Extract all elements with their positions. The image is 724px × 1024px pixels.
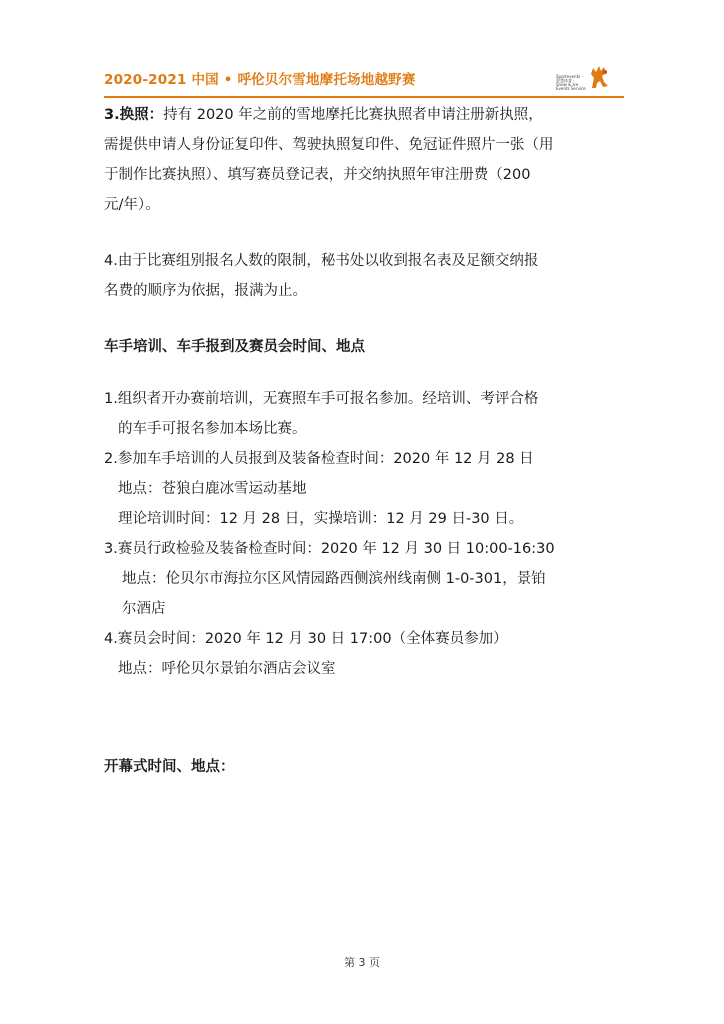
page-number: 第 3 页 — [344, 956, 380, 969]
page-content — [104, 100, 634, 782]
header-title: 2020-2021 中国 • 呼伦贝尔雪地摩托场地越野赛 — [104, 72, 416, 88]
training-item-2-line-2: 地点：苍狼白鹿冰雪运动基地 — [118, 481, 307, 497]
license-item-3-line-1: 3.换照：持有 2020 年之前的雪地摩托比赛执照者申请注册新执照， — [104, 107, 543, 123]
training-item-3-line-3: 尔酒店 — [122, 601, 166, 617]
license-item-3-label: 3.换照： — [104, 107, 164, 123]
training-item-3-line-2: 地点：伦贝尔市海拉尔区风情园路西侧滨州线南侧 1-0-301，景铂 — [122, 571, 546, 587]
license-item-3-line-2: 需提供申请人身份证复印件、驾驶执照复印件、免冠证件照片一张（用 — [104, 137, 554, 153]
training-item-1-line-1: 1.组织者开办赛前培训，无赛照车手可报名参加。经培训、考评合格 — [104, 391, 539, 407]
training-item-4-line-2: 地点：呼伦贝尔景铂尔酒店会议室 — [118, 661, 336, 677]
training-item-2-line-3: 理论培训时间：12 月 28 日，实操培训：12 月 29 日-30 日。 — [118, 511, 524, 527]
opening-section-heading: 开幕式时间、地点： — [104, 759, 235, 775]
license-item-3-line-4: 元/年）。 — [104, 197, 160, 213]
training-section-heading: 车手培训、车手报到及赛员会时间、地点 — [104, 339, 365, 355]
license-item-4-line-2: 名费的顺序为依据，报满为止。 — [104, 283, 307, 299]
logo-text: Sportevents · 智慧体育 · Snow & Ice Events Service — [556, 74, 586, 91]
training-item-4-line-1: 4.赛员会时间：2020 年 12 月 30 日 17:00（全体赛员参加） — [104, 631, 508, 647]
header-rule — [104, 96, 624, 98]
training-item-3-line-1: 3.赛员行政检验及装备检查时间：2020 年 12 月 30 日 10:00-16:30 — [104, 541, 555, 557]
license-item-3-line-3: 于制作比赛执照）、填写赛员登记表，并交纳执照年审注册费（200 — [104, 167, 531, 183]
page-header — [104, 62, 624, 96]
license-item-4-line-1: 4.由于比赛组别报名人数的限制，秘书处以收到报名表及足额交纳报 — [104, 253, 539, 269]
deer-logo-icon — [584, 62, 614, 92]
training-item-2-line-1: 2.参加车手培训的人员报到及装备检查时间：2020 年 12 月 28 日 — [104, 451, 534, 467]
event-logo — [556, 62, 614, 92]
training-item-1-line-2: 的车手可报名参加本场比赛。 — [118, 421, 307, 437]
